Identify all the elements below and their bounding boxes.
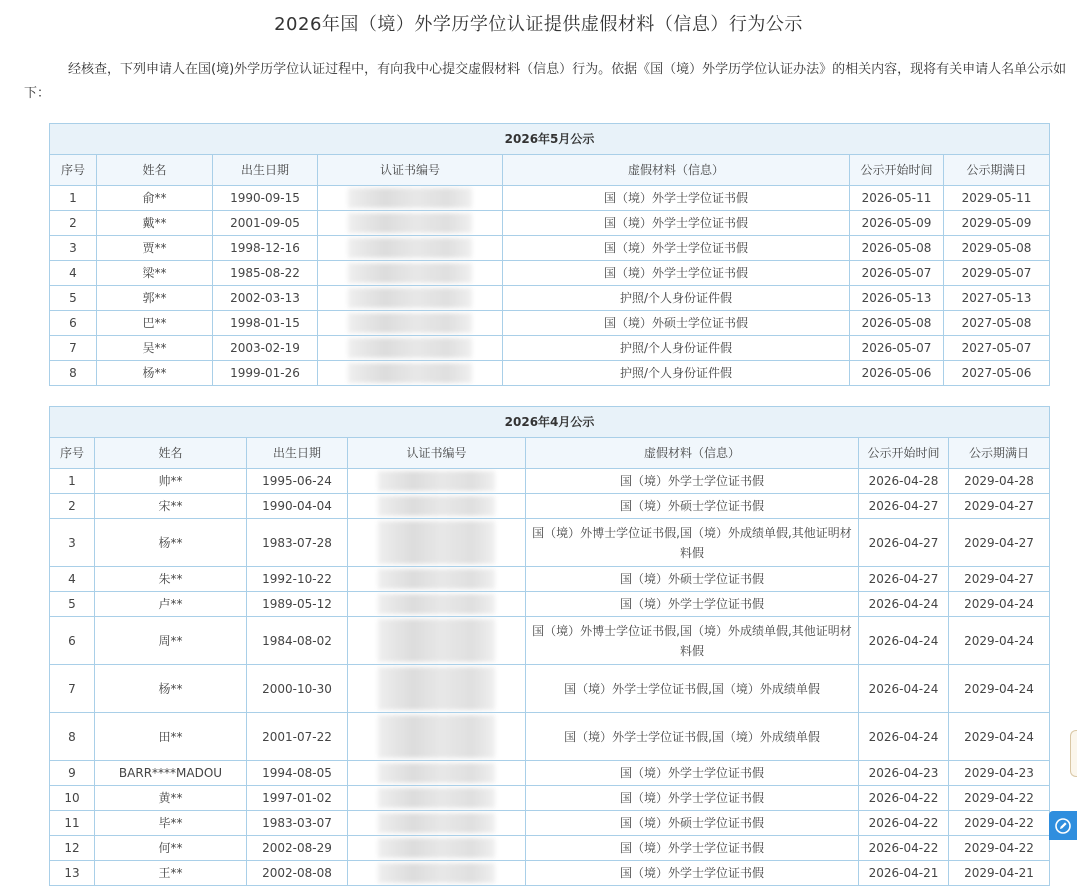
cell-start: 2026-04-27 (859, 494, 949, 519)
cell-name: 戴** (97, 211, 213, 236)
cell-no: 7 (50, 665, 95, 713)
cell-start: 2026-04-22 (859, 786, 949, 811)
cell-no: 8 (50, 713, 95, 761)
table-row (50, 811, 1050, 836)
redacted-certificate-number (378, 594, 495, 614)
cell-material: 护照/个人身份证件假 (503, 336, 850, 361)
cell-birth: 1992-10-22 (247, 567, 348, 592)
cell-no: 5 (50, 286, 97, 311)
redacted-certificate-number (378, 471, 495, 491)
cell-name: 郭** (97, 286, 213, 311)
cell-birth: 1984-08-02 (247, 617, 348, 665)
cell-no: 4 (50, 567, 95, 592)
redacted-certificate-number (348, 338, 472, 358)
table-row (50, 567, 1050, 592)
table-caption: 2026年5月公示 (50, 124, 1050, 155)
table-row (50, 861, 1050, 886)
feedback-button[interactable] (1049, 811, 1077, 840)
cell-start: 2026-05-11 (850, 186, 944, 211)
cell-material: 国（境）外学士学位证书假 (503, 236, 850, 261)
column-header-cert: 认证书编号 (348, 438, 526, 469)
cell-end: 2029-05-07 (944, 261, 1050, 286)
column-header-name: 姓名 (97, 155, 213, 186)
cell-end: 2027-05-07 (944, 336, 1050, 361)
cell-name: 杨** (97, 361, 213, 386)
cell-name: 卢** (95, 592, 247, 617)
cell-start: 2026-04-23 (859, 761, 949, 786)
redacted-certificate-number (378, 521, 495, 564)
cell-name: BARR****MADOU (95, 761, 247, 786)
cell-cert-redacted (348, 713, 526, 761)
table-row (50, 361, 1050, 386)
cell-start: 2026-04-21 (859, 861, 949, 886)
redacted-certificate-number (378, 763, 495, 783)
cell-end: 2029-04-22 (949, 811, 1050, 836)
side-float-tab[interactable] (1070, 730, 1077, 777)
column-header-end: 公示期满日 (944, 155, 1050, 186)
cell-name: 周** (95, 617, 247, 665)
redacted-certificate-number (348, 238, 472, 258)
table-row (50, 617, 1050, 665)
cell-name: 田** (95, 713, 247, 761)
column-header-start: 公示开始时间 (859, 438, 949, 469)
cell-start: 2026-05-13 (850, 286, 944, 311)
cell-cert-redacted (348, 617, 526, 665)
cell-cert-redacted (318, 311, 503, 336)
cell-name: 贾** (97, 236, 213, 261)
redacted-certificate-number (378, 863, 495, 883)
cell-material: 护照/个人身份证件假 (503, 361, 850, 386)
cell-no: 7 (50, 336, 97, 361)
cell-name: 毕** (95, 811, 247, 836)
cell-cert-redacted (348, 811, 526, 836)
cell-end: 2029-04-22 (949, 836, 1050, 861)
cell-material: 国（境）外学士学位证书假 (503, 186, 850, 211)
redacted-certificate-number (378, 813, 495, 833)
cell-name: 何** (95, 836, 247, 861)
cell-end: 2029-05-09 (944, 211, 1050, 236)
cell-end: 2029-04-24 (949, 617, 1050, 665)
cell-cert-redacted (318, 186, 503, 211)
cell-material: 国（境）外学士学位证书假 (526, 469, 859, 494)
cell-birth: 1983-07-28 (247, 519, 348, 567)
column-header-no: 序号 (50, 438, 95, 469)
cell-name: 梁** (97, 261, 213, 286)
table-row (50, 211, 1050, 236)
cell-no: 1 (50, 469, 95, 494)
cell-start: 2026-04-24 (859, 617, 949, 665)
cell-end: 2029-04-28 (949, 469, 1050, 494)
cell-birth: 2000-10-30 (247, 665, 348, 713)
cell-cert-redacted (348, 761, 526, 786)
table-row (50, 519, 1050, 567)
cell-start: 2026-05-08 (850, 311, 944, 336)
table-row (50, 786, 1050, 811)
cell-start: 2026-05-09 (850, 211, 944, 236)
cell-start: 2026-05-07 (850, 336, 944, 361)
table-row (50, 592, 1050, 617)
cell-material: 护照/个人身份证件假 (503, 286, 850, 311)
cell-end: 2027-05-08 (944, 311, 1050, 336)
column-header-material: 虚假材料（信息） (526, 438, 859, 469)
cell-start: 2026-04-24 (859, 713, 949, 761)
cell-cert-redacted (348, 665, 526, 713)
cell-end: 2029-04-21 (949, 861, 1050, 886)
redacted-certificate-number (378, 667, 495, 710)
cell-cert-redacted (348, 567, 526, 592)
cell-birth: 2002-08-08 (247, 861, 348, 886)
cell-cert-redacted (348, 494, 526, 519)
cell-cert-redacted (318, 261, 503, 286)
cell-end: 2029-05-11 (944, 186, 1050, 211)
notice-table-april (49, 406, 1050, 886)
table-row (50, 494, 1050, 519)
cell-birth: 2001-09-05 (213, 211, 318, 236)
cell-end: 2027-05-13 (944, 286, 1050, 311)
cell-birth: 1990-04-04 (247, 494, 348, 519)
cell-birth: 1989-05-12 (247, 592, 348, 617)
cell-no: 6 (50, 617, 95, 665)
cell-name: 朱** (95, 567, 247, 592)
cell-cert-redacted (348, 519, 526, 567)
cell-name: 俞** (97, 186, 213, 211)
cell-material: 国（境）外学士学位证书假 (526, 836, 859, 861)
cell-name: 吴** (97, 336, 213, 361)
cell-material: 国（境）外学士学位证书假,国（境）外成绩单假 (526, 665, 859, 713)
redacted-certificate-number (378, 619, 495, 662)
cell-material: 国（境）外学士学位证书假 (526, 592, 859, 617)
table-row (50, 236, 1050, 261)
cell-end: 2029-04-22 (949, 786, 1050, 811)
column-header-cert: 认证书编号 (318, 155, 503, 186)
table-row (50, 665, 1050, 713)
cell-no: 4 (50, 261, 97, 286)
cell-material: 国（境）外学士学位证书假 (503, 211, 850, 236)
intro-paragraph: 经核查，下列申请人在国(境)外学历学位认证过程中，有向我中心提交虚假材料（信息）行为。依据《国（境）外学历学位认证办法》的相关内容，现将有关申请人名单公示如下： (24, 62, 1067, 101)
cell-name: 帅** (95, 469, 247, 494)
cell-cert-redacted (318, 336, 503, 361)
cell-no: 8 (50, 361, 97, 386)
column-header-no: 序号 (50, 155, 97, 186)
cell-material: 国（境）外博士学位证书假,国（境）外成绩单假,其他证明材料假 (526, 519, 859, 567)
cell-birth: 1997-01-02 (247, 786, 348, 811)
cell-no: 2 (50, 494, 95, 519)
cell-no: 11 (50, 811, 95, 836)
cell-cert-redacted (318, 211, 503, 236)
cell-birth: 2003-02-19 (213, 336, 318, 361)
cell-birth: 1983-03-07 (247, 811, 348, 836)
cell-cert-redacted (348, 786, 526, 811)
cell-start: 2026-04-28 (859, 469, 949, 494)
cell-name: 王** (95, 861, 247, 886)
redacted-certificate-number (348, 213, 472, 233)
redacted-certificate-number (348, 313, 472, 333)
cell-no: 3 (50, 519, 95, 567)
cell-no: 1 (50, 186, 97, 211)
cell-birth: 1985-08-22 (213, 261, 318, 286)
cell-start: 2026-05-06 (850, 361, 944, 386)
cell-start: 2026-04-22 (859, 836, 949, 861)
cell-birth: 1994-08-05 (247, 761, 348, 786)
table-row (50, 311, 1050, 336)
cell-material: 国（境）外硕士学位证书假 (526, 811, 859, 836)
cell-end: 2029-04-27 (949, 519, 1050, 567)
cell-no: 10 (50, 786, 95, 811)
table-row (50, 761, 1050, 786)
cell-material: 国（境）外硕士学位证书假 (503, 311, 850, 336)
redacted-certificate-number (378, 569, 495, 589)
cell-no: 3 (50, 236, 97, 261)
cell-cert-redacted (318, 361, 503, 386)
cell-material: 国（境）外博士学位证书假,国（境）外成绩单假,其他证明材料假 (526, 617, 859, 665)
redacted-certificate-number (348, 263, 472, 283)
cell-start: 2026-04-27 (859, 567, 949, 592)
cell-end: 2029-04-27 (949, 494, 1050, 519)
table-caption: 2026年4月公示 (50, 407, 1050, 438)
cell-name: 黄** (95, 786, 247, 811)
cell-name: 宋** (95, 494, 247, 519)
redacted-certificate-number (348, 188, 472, 208)
cell-birth: 2001-07-22 (247, 713, 348, 761)
cell-cert-redacted (348, 469, 526, 494)
table-row (50, 286, 1050, 311)
cell-birth: 1995-06-24 (247, 469, 348, 494)
cell-end: 2029-05-08 (944, 236, 1050, 261)
cell-no: 9 (50, 761, 95, 786)
table-row (50, 836, 1050, 861)
cell-material: 国（境）外学士学位证书假 (526, 761, 859, 786)
table-row (50, 336, 1050, 361)
cell-birth: 1998-01-15 (213, 311, 318, 336)
cell-material: 国（境）外硕士学位证书假 (526, 567, 859, 592)
cell-end: 2029-04-27 (949, 567, 1050, 592)
cell-material: 国（境）外学士学位证书假 (526, 786, 859, 811)
redacted-certificate-number (348, 363, 472, 383)
cell-start: 2026-04-24 (859, 665, 949, 713)
cell-no: 5 (50, 592, 95, 617)
cell-material: 国（境）外学士学位证书假 (503, 261, 850, 286)
column-header-start: 公示开始时间 (850, 155, 944, 186)
cell-material: 国（境）外学士学位证书假 (526, 861, 859, 886)
cell-start: 2026-04-24 (859, 592, 949, 617)
cell-no: 2 (50, 211, 97, 236)
table-row (50, 186, 1050, 211)
column-header-birth: 出生日期 (213, 155, 318, 186)
cell-cert-redacted (348, 861, 526, 886)
cell-birth: 1999-01-26 (213, 361, 318, 386)
column-header-end: 公示期满日 (949, 438, 1050, 469)
redacted-certificate-number (378, 788, 495, 808)
cell-material: 国（境）外学士学位证书假,国（境）外成绩单假 (526, 713, 859, 761)
cell-end: 2029-04-23 (949, 761, 1050, 786)
redacted-certificate-number (378, 838, 495, 858)
table-row (50, 261, 1050, 286)
cell-end: 2029-04-24 (949, 665, 1050, 713)
redacted-certificate-number (348, 288, 472, 308)
cell-start: 2026-05-07 (850, 261, 944, 286)
page-title: 2026年国（境）外学历学位认证提供虚假材料（信息）行为公示 (274, 14, 803, 35)
cell-end: 2027-05-06 (944, 361, 1050, 386)
cell-cert-redacted (348, 592, 526, 617)
cell-name: 杨** (95, 665, 247, 713)
cell-name: 巴** (97, 311, 213, 336)
cell-start: 2026-04-22 (859, 811, 949, 836)
cell-birth: 2002-08-29 (247, 836, 348, 861)
column-header-birth: 出生日期 (247, 438, 348, 469)
column-header-material: 虚假材料（信息） (503, 155, 850, 186)
cell-end: 2029-04-24 (949, 713, 1050, 761)
cell-no: 13 (50, 861, 95, 886)
feedback-edit-icon (1054, 817, 1072, 835)
cell-birth: 1990-09-15 (213, 186, 318, 211)
cell-start: 2026-04-27 (859, 519, 949, 567)
cell-birth: 1998-12-16 (213, 236, 318, 261)
table-row (50, 713, 1050, 761)
cell-start: 2026-05-08 (850, 236, 944, 261)
cell-cert-redacted (318, 286, 503, 311)
cell-birth: 2002-03-13 (213, 286, 318, 311)
cell-name: 杨** (95, 519, 247, 567)
column-header-name: 姓名 (95, 438, 247, 469)
cell-no: 6 (50, 311, 97, 336)
cell-cert-redacted (318, 236, 503, 261)
cell-end: 2029-04-24 (949, 592, 1050, 617)
redacted-certificate-number (378, 496, 495, 516)
redacted-certificate-number (378, 715, 495, 758)
cell-material: 国（境）外硕士学位证书假 (526, 494, 859, 519)
cell-no: 12 (50, 836, 95, 861)
cell-cert-redacted (348, 836, 526, 861)
table-row (50, 469, 1050, 494)
notice-table-may (49, 123, 1050, 386)
